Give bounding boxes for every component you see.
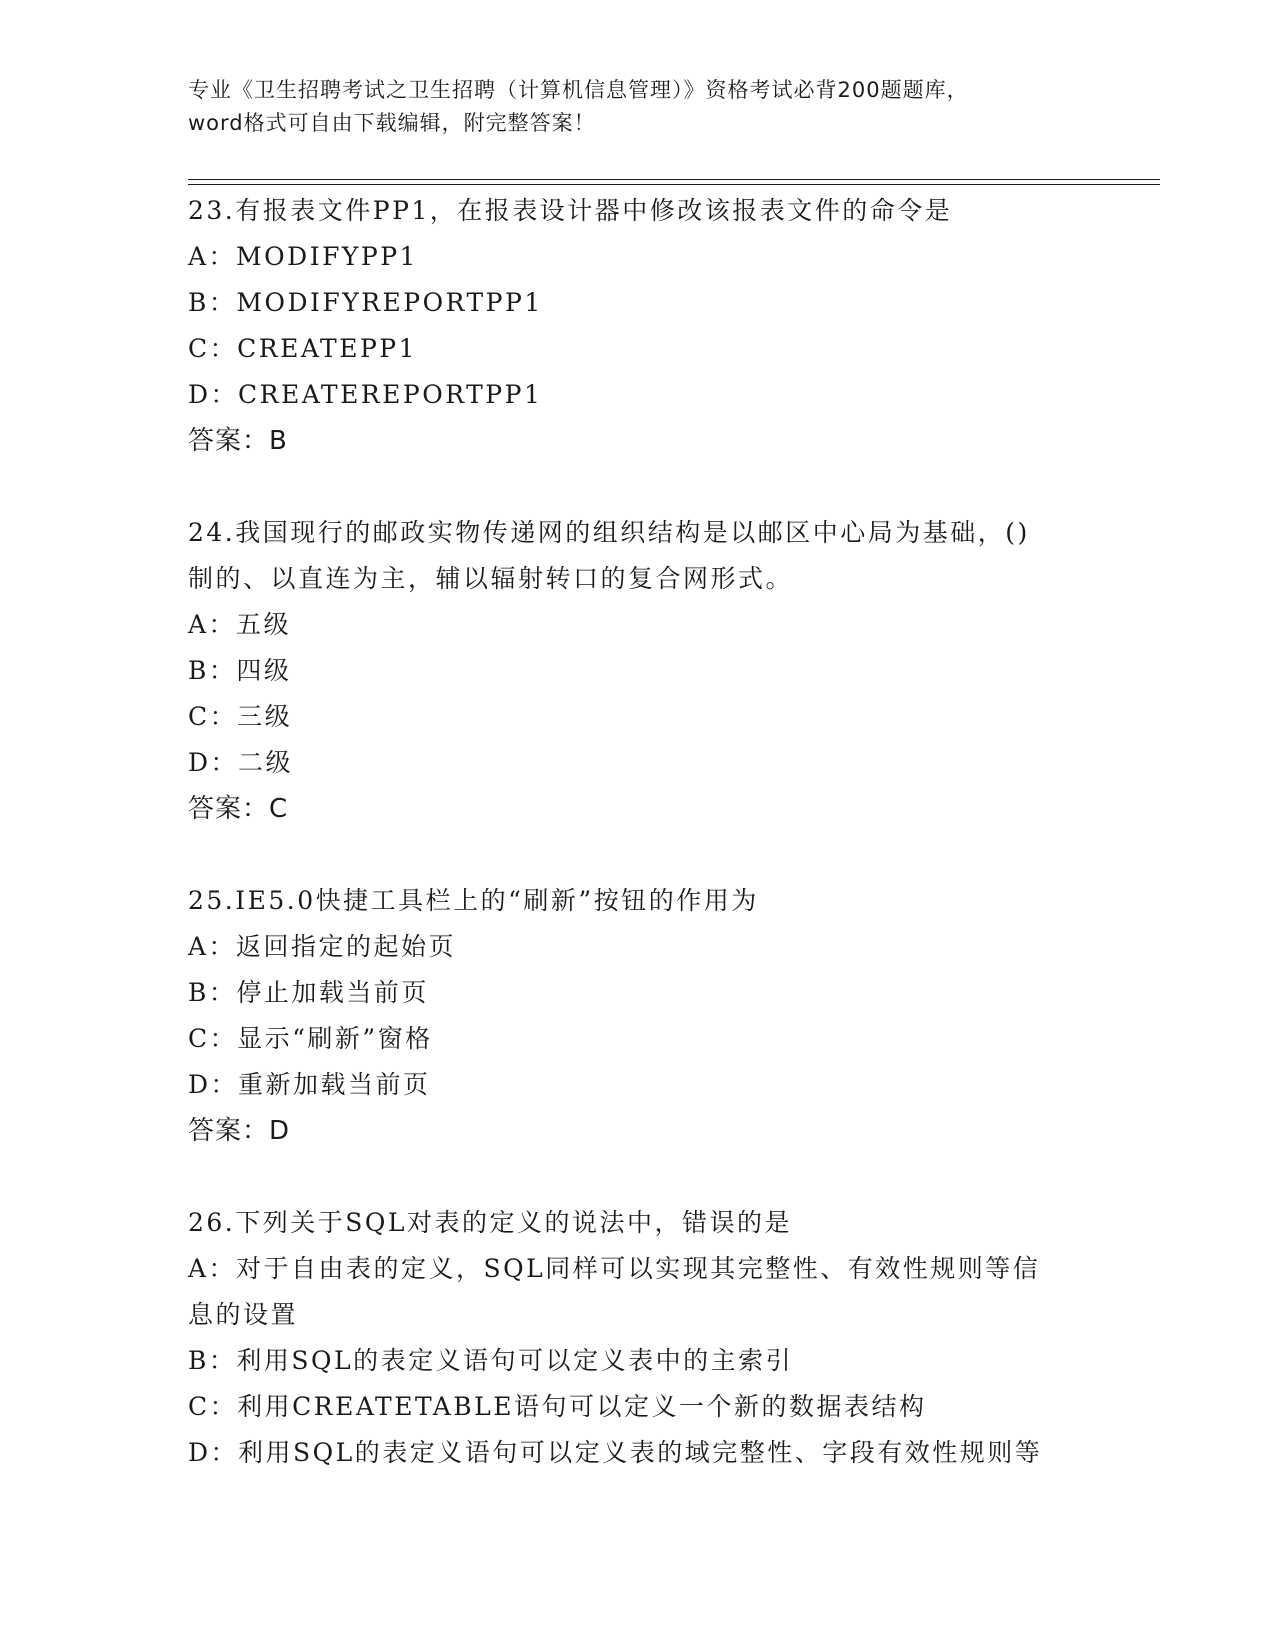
option-d: D：CREATEREPORTPP1 bbox=[188, 380, 543, 409]
option-d: D：重新加载当前页 bbox=[188, 1070, 431, 1099]
answer: 答案：D bbox=[188, 1116, 291, 1146]
option-c: C：CREATEPP1 bbox=[188, 334, 417, 363]
question-stem: 26.下列关于SQL对表的定义的说法中，错误的是 bbox=[188, 1208, 792, 1237]
header-divider-bottom bbox=[188, 184, 1160, 185]
question-24 bbox=[188, 510, 1088, 832]
question-stem: 25.IE5.0快捷工具栏上的“刷新”按钮的作用为 bbox=[188, 886, 759, 915]
question-26 bbox=[188, 1200, 1088, 1476]
option-b: B：停止加载当前页 bbox=[188, 978, 429, 1007]
option-a-line-2: 息的设置 bbox=[188, 1300, 299, 1329]
question-23 bbox=[188, 188, 1088, 464]
option-b: B：MODIFYREPORTPP1 bbox=[188, 288, 543, 317]
question-stem-line-2: 制的、以直连为主，辅以辐射转口的复合网形式。 bbox=[188, 564, 794, 593]
option-c: C：显示“刷新”窗格 bbox=[188, 1024, 433, 1053]
option-b: B：四级 bbox=[188, 656, 292, 685]
answer: 答案：B bbox=[188, 426, 288, 456]
option-d: D：二级 bbox=[188, 748, 294, 777]
option-a-line-1: A：对于自由表的定义，SQL同样可以实现其完整性、有效性规则等信 bbox=[188, 1254, 1041, 1283]
header-line-2: word格式可自由下载编辑，附完整答案！ bbox=[188, 111, 596, 135]
header-divider-top bbox=[188, 179, 1160, 180]
document-header bbox=[188, 74, 1088, 140]
answer: 答案：C bbox=[188, 794, 289, 824]
option-c: C：三级 bbox=[188, 702, 293, 731]
question-25 bbox=[188, 878, 1088, 1154]
question-stem-line-1: 24.我国现行的邮政实物传递网的组织结构是以邮区中心局为基础，() bbox=[188, 518, 1030, 547]
option-a: A：五级 bbox=[188, 610, 292, 639]
option-d: D：利用SQL的表定义语句可以定义表的域完整性、字段有效性规则等 bbox=[188, 1438, 1043, 1467]
option-c: C：利用CREATETABLE语句可以定义一个新的数据表结构 bbox=[188, 1392, 927, 1421]
header-line-1: 专业《卫生招聘考试之卫生招聘（计算机信息管理）》资格考试必背200题题库， bbox=[188, 78, 969, 102]
question-stem: 23.有报表文件PP1，在报表设计器中修改该报表文件的命令是 bbox=[188, 196, 953, 225]
question-list bbox=[188, 188, 1088, 1476]
option-a: A：返回指定的起始页 bbox=[188, 932, 457, 961]
option-b: B：利用SQL的表定义语句可以定义表中的主索引 bbox=[188, 1346, 794, 1375]
option-a: A：MODIFYPP1 bbox=[188, 242, 418, 271]
